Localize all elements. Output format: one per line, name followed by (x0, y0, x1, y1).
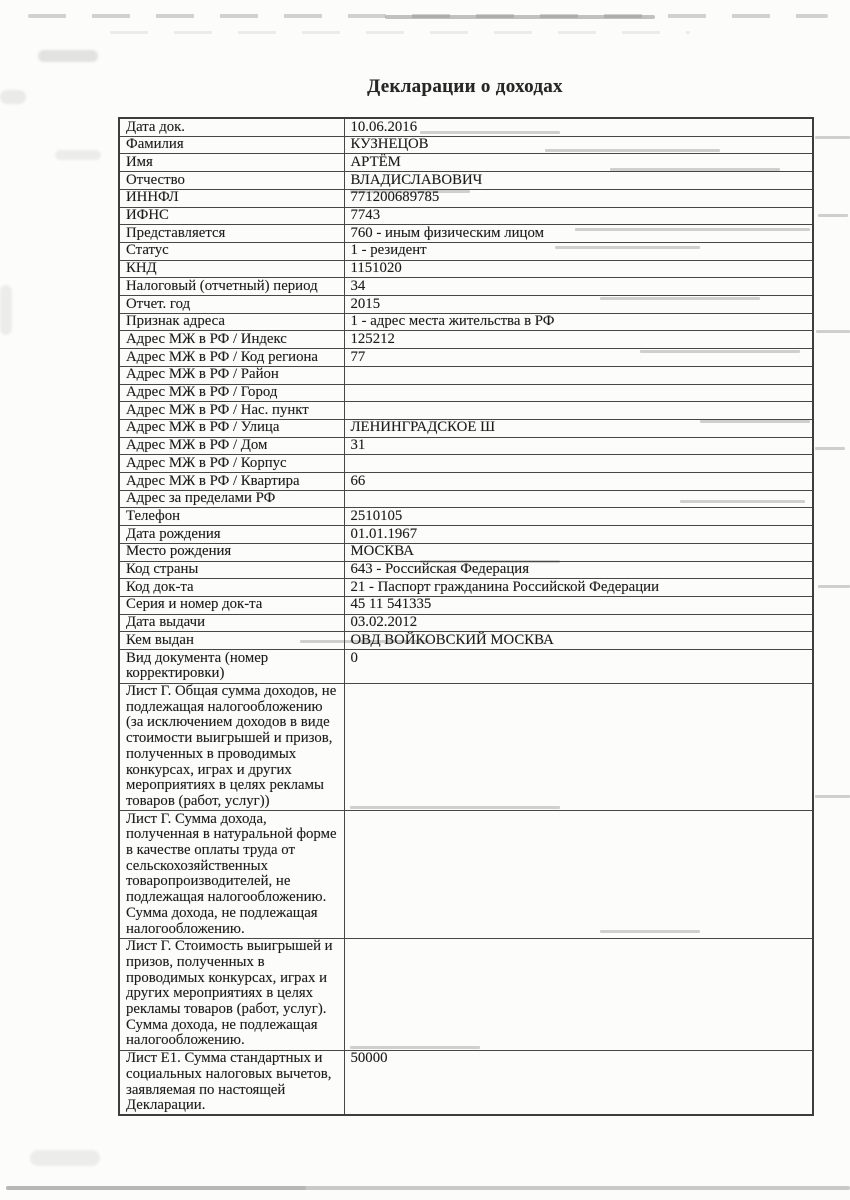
scan-artifact (28, 14, 828, 18)
scan-artifact (0, 90, 26, 104)
field-value (344, 938, 813, 1050)
field-label: Адрес за пределами РФ (119, 490, 344, 508)
field-value: 1151020 (344, 260, 813, 278)
field-label: Серия и номер док-та (119, 596, 344, 614)
field-value (344, 384, 813, 402)
table-row (119, 543, 813, 561)
field-value: 125212 (344, 331, 813, 349)
field-value (344, 683, 813, 811)
table-row (119, 596, 813, 614)
field-value: 643 - Российская Федерация (344, 561, 813, 579)
field-label: Дата док. (119, 118, 344, 136)
table-row (119, 313, 813, 331)
field-label: Адрес МЖ в РФ / Код региона (119, 349, 344, 367)
table-row (119, 384, 813, 402)
scan-artifact (6, 1186, 306, 1190)
field-label: Статус (119, 242, 344, 260)
scan-artifact (385, 15, 655, 19)
field-value: 771200689785 (344, 189, 813, 207)
field-value: 2510105 (344, 508, 813, 526)
scan-artifact (815, 795, 850, 798)
field-value (344, 366, 813, 384)
field-label: Лист Г. Стоимость выигрышей и призов, полученных в проводимых конкурсах, играх и других мероприятиях в целях рекламы товаров (работ, услуг). Сумма дохода, не подлежащая налогообложению. (119, 938, 344, 1050)
scan-artifact (30, 1150, 100, 1166)
scan-artifact (6, 1186, 850, 1190)
table-row (119, 366, 813, 384)
table-row (119, 455, 813, 473)
scan-artifact (38, 50, 98, 62)
field-value: 34 (344, 278, 813, 296)
table-row (119, 296, 813, 314)
field-value: 10.06.2016 (344, 118, 813, 136)
field-label: Место рождения (119, 543, 344, 561)
field-label: Адрес МЖ в РФ / Район (119, 366, 344, 384)
field-label: Признак адреса (119, 313, 344, 331)
field-label: Вид документа (номер корректировки) (119, 650, 344, 683)
field-label: Адрес МЖ в РФ / Нас. пункт (119, 402, 344, 420)
table-row (119, 683, 813, 811)
field-label: Лист Г. Сумма дохода, полученная в натуральной форме в качестве оплаты труда от сельскохозяйственных товаропроизводителей, не подлежащая налогообложению. Сумма дохода, не подлежащая налогообложению. (119, 811, 344, 939)
field-label: Код док-та (119, 579, 344, 597)
table-row (119, 473, 813, 491)
field-label: Адрес МЖ в РФ / Дом (119, 437, 344, 455)
table-row (119, 508, 813, 526)
field-value: АРТЁМ (344, 154, 813, 172)
field-value: 1 - адрес места жительства в РФ (344, 313, 813, 331)
scan-artifact (816, 330, 850, 333)
table-row (119, 437, 813, 455)
table-row (119, 278, 813, 296)
field-label: Кем выдан (119, 632, 344, 650)
field-label: Дата рождения (119, 526, 344, 544)
field-label: Адрес МЖ в РФ / Город (119, 384, 344, 402)
scan-artifact (110, 31, 690, 34)
field-value (344, 402, 813, 420)
table-row (119, 419, 813, 437)
table-row (119, 189, 813, 207)
table-row (119, 118, 813, 136)
table-row (119, 490, 813, 508)
table-row (119, 526, 813, 544)
field-value: КУЗНЕЦОВ (344, 136, 813, 154)
field-value: ОВД ВОЙКОВСКИЙ МОСКВА (344, 632, 813, 650)
table-row (119, 331, 813, 349)
table-row (119, 172, 813, 190)
field-value: 45 11 541335 (344, 596, 813, 614)
document-title: Декларации о доходах (367, 76, 563, 97)
field-value: 21 - Паспорт гражданина Российской Федерации (344, 579, 813, 597)
field-label: Имя (119, 154, 344, 172)
field-value: 7743 (344, 207, 813, 225)
field-value: 1 - резидент (344, 242, 813, 260)
field-label: ИННФЛ (119, 189, 344, 207)
field-value: 01.01.1967 (344, 526, 813, 544)
table-row (119, 207, 813, 225)
field-label: Адрес МЖ в РФ / Корпус (119, 455, 344, 473)
table-row (119, 632, 813, 650)
field-label: Лист Е1. Сумма стандартных и социальных налоговых вычетов, заявляемая по настоящей Декларации. (119, 1050, 344, 1115)
field-value: 0 (344, 650, 813, 683)
table-row (119, 1050, 813, 1115)
table-row (119, 136, 813, 154)
field-label: Отчество (119, 172, 344, 190)
field-value: 77 (344, 349, 813, 367)
field-label: Представляется (119, 225, 344, 243)
scan-artifact (815, 136, 850, 139)
declaration-table-body (119, 118, 813, 1115)
field-label: Фамилия (119, 136, 344, 154)
field-label: Телефон (119, 508, 344, 526)
table-row (119, 650, 813, 683)
declaration-table (118, 117, 814, 1116)
field-value: ЛЕНИНГРАДСКОЕ Ш (344, 419, 813, 437)
field-value: 50000 (344, 1050, 813, 1115)
field-value (344, 811, 813, 939)
table-row (119, 579, 813, 597)
scan-artifact (815, 447, 845, 450)
table-row (119, 260, 813, 278)
table-row (119, 154, 813, 172)
field-label: Налоговый (отчетный) период (119, 278, 344, 296)
field-value: 03.02.2012 (344, 614, 813, 632)
field-value: 66 (344, 473, 813, 491)
field-label: КНД (119, 260, 344, 278)
field-label: Код страны (119, 561, 344, 579)
field-label: ИФНС (119, 207, 344, 225)
field-value (344, 455, 813, 473)
field-value: 760 - иным физическим лицом (344, 225, 813, 243)
field-value: МОСКВА (344, 543, 813, 561)
table-row (119, 614, 813, 632)
field-label: Отчет. год (119, 296, 344, 314)
table-row (119, 811, 813, 939)
field-label: Лист Г. Общая сумма доходов, не подлежащая налогообложению (за исключением доходов в виде стоимости выигрышей и призов, полученных в проводимых конкурсах, играх и других мероприятиях в целях рекламы товаров (работ, услуг)) (119, 683, 344, 811)
scan-artifact (0, 285, 12, 335)
field-label: Дата выдачи (119, 614, 344, 632)
field-label: Адрес МЖ в РФ / Квартира (119, 473, 344, 491)
table-row (119, 242, 813, 260)
table-row (119, 938, 813, 1050)
field-value: 2015 (344, 296, 813, 314)
table-row (119, 402, 813, 420)
field-value (344, 490, 813, 508)
field-label: Адрес МЖ в РФ / Улица (119, 419, 344, 437)
field-value: 31 (344, 437, 813, 455)
scan-artifact (55, 150, 101, 160)
table-row (119, 561, 813, 579)
field-value: ВЛАДИСЛАВОВИЧ (344, 172, 813, 190)
scan-artifact (818, 585, 850, 588)
table-row (119, 349, 813, 367)
table-row (119, 225, 813, 243)
scan-artifact (818, 214, 848, 217)
field-label: Адрес МЖ в РФ / Индекс (119, 331, 344, 349)
